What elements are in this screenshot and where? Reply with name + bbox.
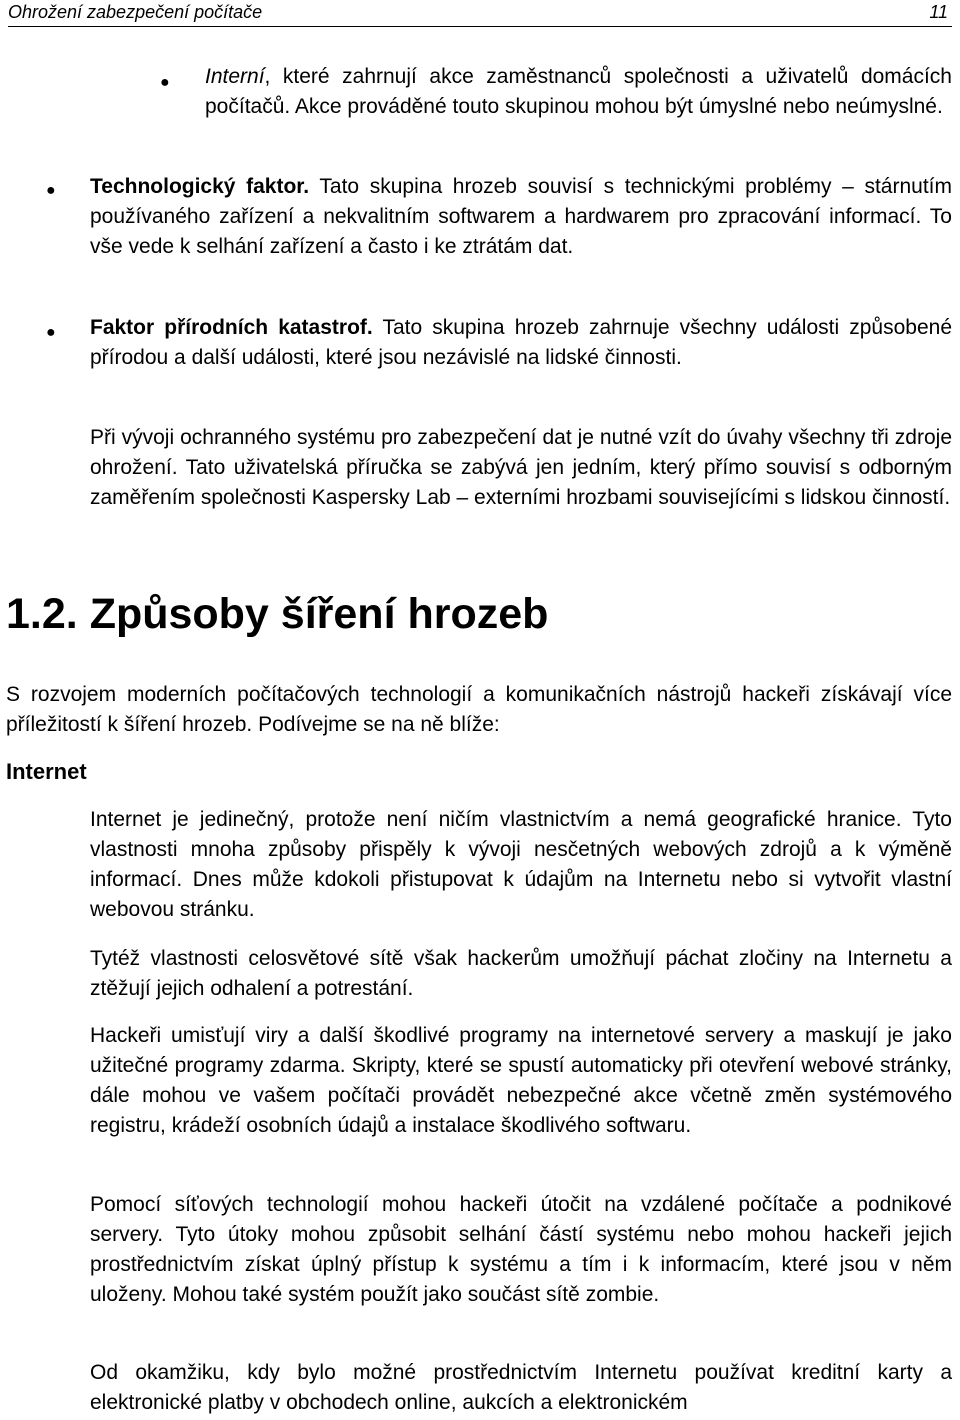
page-header bbox=[8, 0, 952, 27]
bullet-text: Tato skupina hrozeb zahrnuje všechny události způsobené přírodou a další události, které jsou nezávislé na lidské činnosti. bbox=[90, 316, 952, 369]
internet-paragraph: Internet je jedinečný, protože není ničím vlastnictvím a nemá geografické hranice. Tyto vlastnosti mnoha způsoby přispěly k vývoji nesčetných webových zdrojů a k výměně informací. Dnes může kdokoli přistupovat k údajům na Internetu nebo si vytvořit vlastní webovou stránku. bbox=[90, 808, 952, 921]
paragraph-threat-sources: Při vývoji ochranného systému pro zabezpečení dat je nutné vzít do úvahy všechny tři zdroje ohrožení. Tato uživatelská příručka se zabývá jen jedním, který přímo souvisí s odborným zaměřením společnosti Kaspersky Lab – externími hrozbami souvisejícími s lidskou činností. bbox=[90, 426, 952, 509]
bullet-marker: ● bbox=[160, 74, 170, 91]
section-title: Způsoby šíření hrozeb bbox=[89, 590, 549, 638]
internet-paragraph: Hackeři umisťují viry a další škodlivé programy na internetové servery a maskují je jako užitečné programy zdarma. Skripty, které se spustí automaticky při otevření webové stránky, dále mohou ve vašem počítači provádět nebezpečné akce včetně změn systémového registru, krádeží osobních údajů a instalace škodlivého softwaru. bbox=[90, 1024, 952, 1137]
bullet-marker: ● bbox=[46, 324, 56, 341]
internet-paragraph: Od okamžiku, kdy bylo možné prostřednictvím Internetu používat kreditní karty a elektronické platby v obchodech online, aukcích a elektronickém bbox=[90, 1361, 952, 1414]
bullet-text: , které zahrnují akce zaměstnanců společnosti a uživatelů domácích počítačů. Akce prováděné touto skupinou mohou být úmyslné nebo neúmyslné. bbox=[205, 65, 952, 118]
internet-paragraph: Pomocí síťových technologií mohou hackeři útočit na vzdálené počítače a podnikové servery. Tyto útoky mohou způsobit selhání částí systému nebo mohou hackeři jejich prostřednictvím získat úplný přístup k systému a tím i k informacím, které jsou v něm uloženy. Mohou také systém použít jako součást sítě zombie. bbox=[90, 1193, 952, 1306]
section-heading bbox=[6, 586, 548, 642]
bullet-prirodni bbox=[90, 313, 952, 373]
page-number: 11 bbox=[929, 2, 948, 22]
section-intro: S rozvojem moderních počítačových technologií a komunikačních nástrojů hackeři získávají více příležitostí k šíření hrozeb. Podívejme se na ně blíže: bbox=[6, 683, 952, 736]
subheading-internet: Internet bbox=[6, 759, 87, 784]
bullet-term: Technologický faktor. bbox=[90, 175, 310, 198]
section-number: 1.2. bbox=[6, 590, 78, 638]
page-header-title: Ohrožení zabezpečení počítače bbox=[8, 2, 263, 22]
internet-paragraph: Tytéž vlastnosti celosvětové sítě však hackerům umožňují páchat zločiny na Internetu a ztěžují jejich odhalení a potrestání. bbox=[90, 947, 952, 1000]
bullet-term: Interní bbox=[205, 65, 265, 88]
bullet-marker: ● bbox=[46, 182, 56, 199]
bullet-interni bbox=[205, 62, 952, 122]
bullet-text: Tato skupina hrozeb souvisí s technickými problémy – stárnutím používaného zařízení a nekvalitním softwarem a hardwarem pro zpracování informací. To vše vede k selhání zařízení a často i ke ztrátám dat. bbox=[90, 175, 952, 258]
bullet-term: Faktor přírodních katastrof. bbox=[90, 316, 373, 339]
bullet-technologicky bbox=[90, 172, 952, 262]
